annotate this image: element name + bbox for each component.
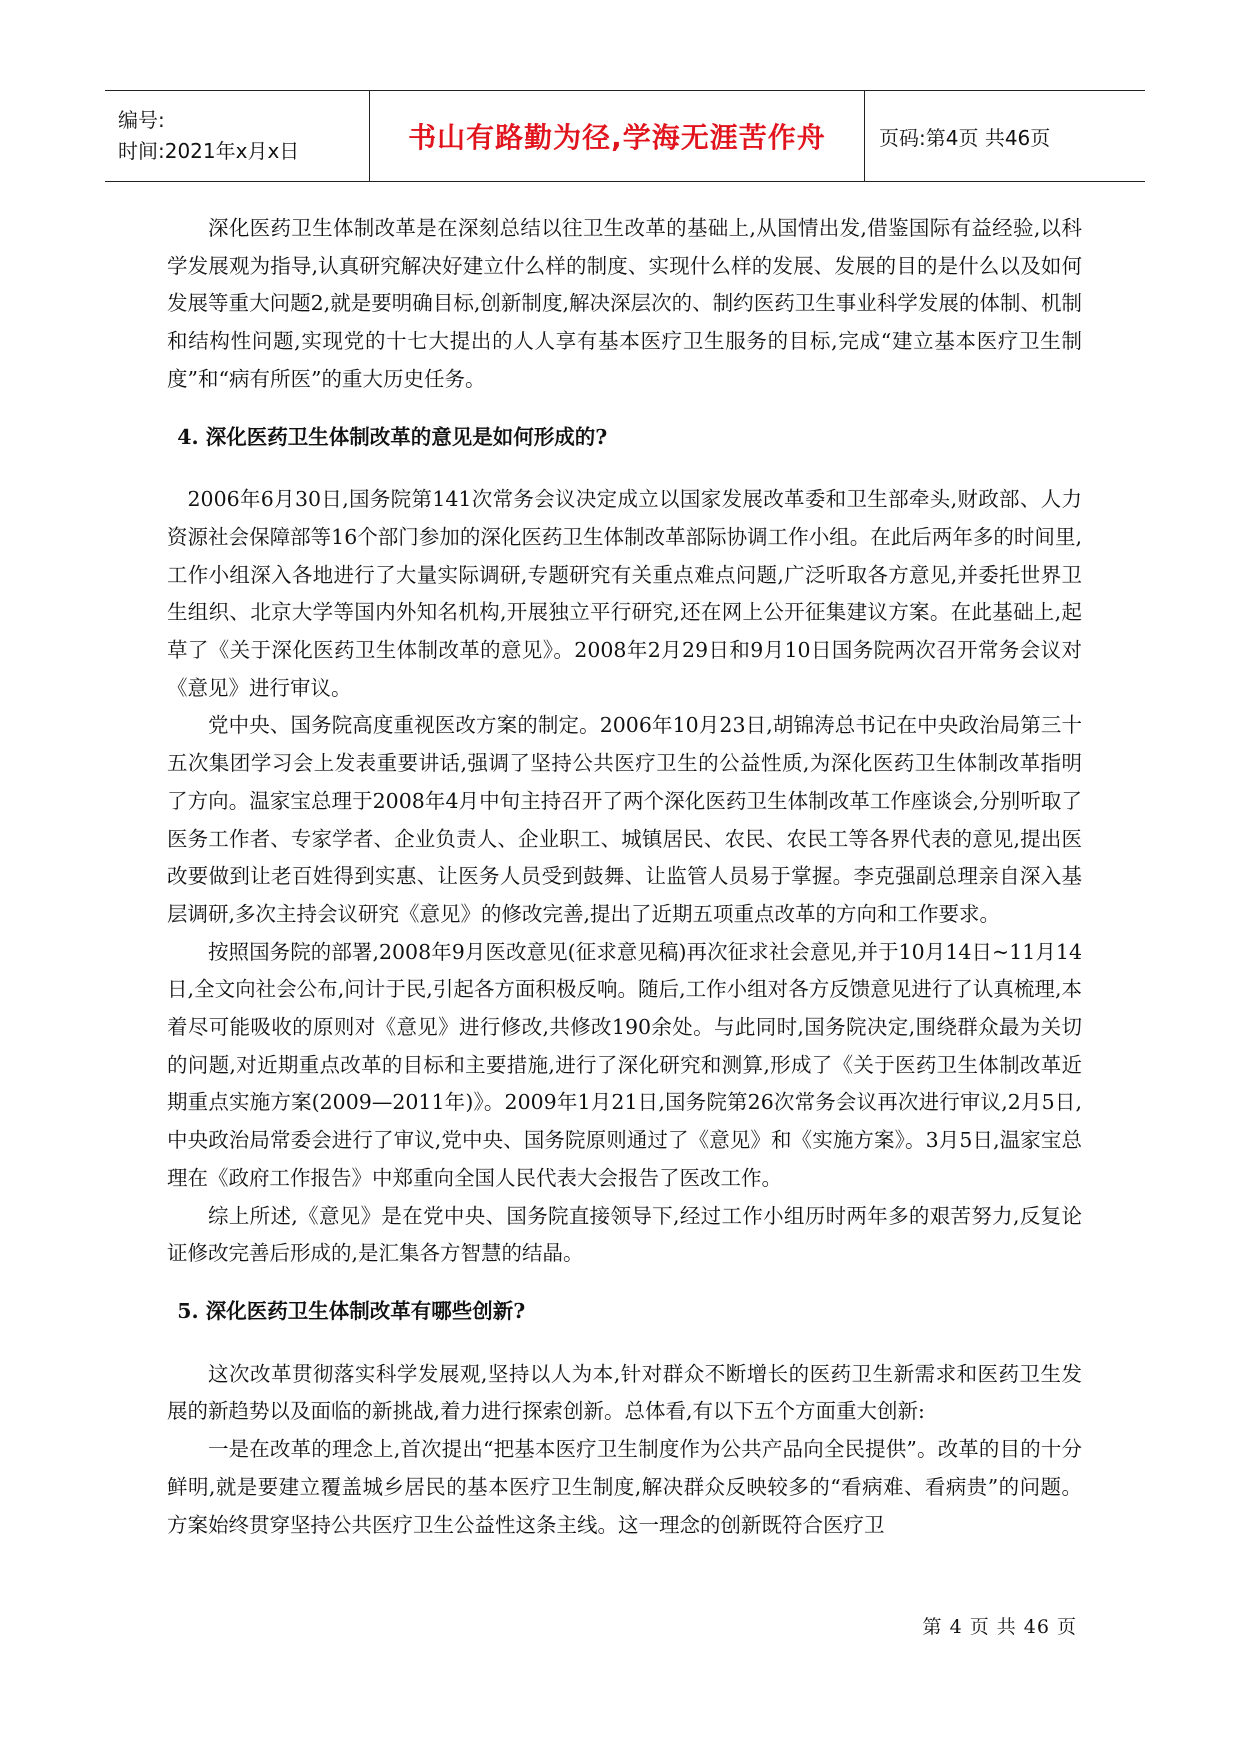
- document-body: [167, 210, 1082, 1544]
- paragraph-6: 这次改革贯彻落实科学发展观,坚持以人为本,针对群众不断增长的医药卫生新需求和医药卫生发展的新趋势以及面临的新挑战,着力进行探索创新。总体看,有以下五个方面重大创新:: [167, 1361, 1082, 1424]
- paragraph-5: 综上所述,《意见》是在党中央、国务院直接领导下,经过工作小组历时两年多的艰苦努力,反复论证修改完善后形成的,是汇集各方智慧的结晶。: [167, 1203, 1082, 1266]
- paragraph-7: 一是在改革的理念上,首次提出“把基本医疗卫生制度作为公共产品向全民提供”。改革的目的十分鲜明,就是要建立覆盖城乡居民的基本医疗卫生制度,解决群众反映较多的“看病难、看病贵”的问题。方案始终贯穿坚持公共医疗卫生公益性这条主线。这一理念的创新既符合医疗卫: [167, 1437, 1082, 1537]
- section-heading-5: 5. 深化医药卫生体制改革有哪些创新?: [177, 1298, 526, 1323]
- header-meta: [105, 91, 370, 181]
- header-motto-cell: [370, 91, 865, 181]
- motto-text: 书山有路勤为径,学海无涯苦作舟: [408, 121, 826, 154]
- header-page-cell: [865, 91, 1145, 181]
- page-footer: 第 4 页 共 46 页: [922, 1616, 1077, 1638]
- section-heading-4: 4. 深化医药卫生体制改革的意见是如何形成的?: [177, 424, 608, 449]
- paragraph-2: 2006年6月30日,国务院第141次常务会议决定成立以国家发展改革委和卫生部牵头,财政部、人力资源社会保障部等16个部门参加的深化医药卫生体制改革部际协调工作小组。在此后两年多的时间里,工作小组深入各地进行了大量实际调研,专题研究有关重点难点问题,广泛听取各方意见,并委托世界卫生组织、北京大学等国内外知名机构,开展独立平行研究,还在网上公开征集建议方案。在此基础上,起草了《关于深化医药卫生体制改革的意见》。2008年2月29日和9月10日国务院两次召开常务会议对《意见》进行审议。: [167, 487, 1082, 700]
- number-label: 编号:: [118, 108, 165, 132]
- paragraph-1: 深化医药卫生体制改革是在深刻总结以往卫生改革的基础上,从国情出发,借鉴国际有益经验,以科学发展观为指导,认真研究解决好建立什么样的制度、实现什么样的发展、发展的目的是什么以及如何发展等重大问题2,就是要明确目标,创新制度,解决深层次的、制约医药卫生事业科学发展的体制、机制和结构性问题,实现党的十七大提出的人人享有基本医疗卫生服务的目标,完成“建立基本医疗卫生制度”和“病有所医”的重大历史任务。: [167, 216, 1082, 391]
- paragraph-3: 党中央、国务院高度重视医改方案的制定。2006年10月23日,胡锦涛总书记在中央政治局第三十五次集团学习会上发表重要讲话,强调了坚持公共医疗卫生的公益性质,为深化医药卫生体制改革指明了方向。温家宝总理于2008年4月中旬主持召开了两个深化医药卫生体制改革工作座谈会,分别听取了医务工作者、专家学者、企业负责人、企业职工、城镇居民、农民、农民工等各界代表的意见,提出医改要做到让老百姓得到实惠、让医务人员受到鼓舞、让监管人员易于掌握。李克强副总理亲自深入基层调研,多次主持会议研究《意见》的修改完善,提出了近期五项重点改革的方向和工作要求。: [167, 713, 1082, 926]
- page-info: 页码:第4页 共46页: [879, 125, 1051, 150]
- document-header: [105, 90, 1145, 182]
- paragraph-4: 按照国务院的部署,2008年9月医改意见(征求意见稿)再次征求社会意见,并于10月14日~11月14日,全文向社会公布,问计于民,引起各方面积极反响。随后,工作小组对各方反馈意见进行了认真梳理,本着尽可能吸收的原则对《意见》进行修改,共修改190余处。与此同时,国务院决定,围绕群众最为关切的问题,对近期重点改革的目标和主要措施,进行了深化研究和测算,形成了《关于医药卫生体制改革近期重点实施方案(2009—2011年)》。2009年1月21日,国务院第26次常务会议再次进行审议,2月5日,中央政治局常委会进行了审议,党中央、国务院原则通过了《意见》和《实施方案》。3月5日,温家宝总理在《政府工作报告》中郑重向全国人民代表大会报告了医改工作。: [167, 939, 1082, 1190]
- time-label: 时间:2021年x月x日: [118, 139, 300, 163]
